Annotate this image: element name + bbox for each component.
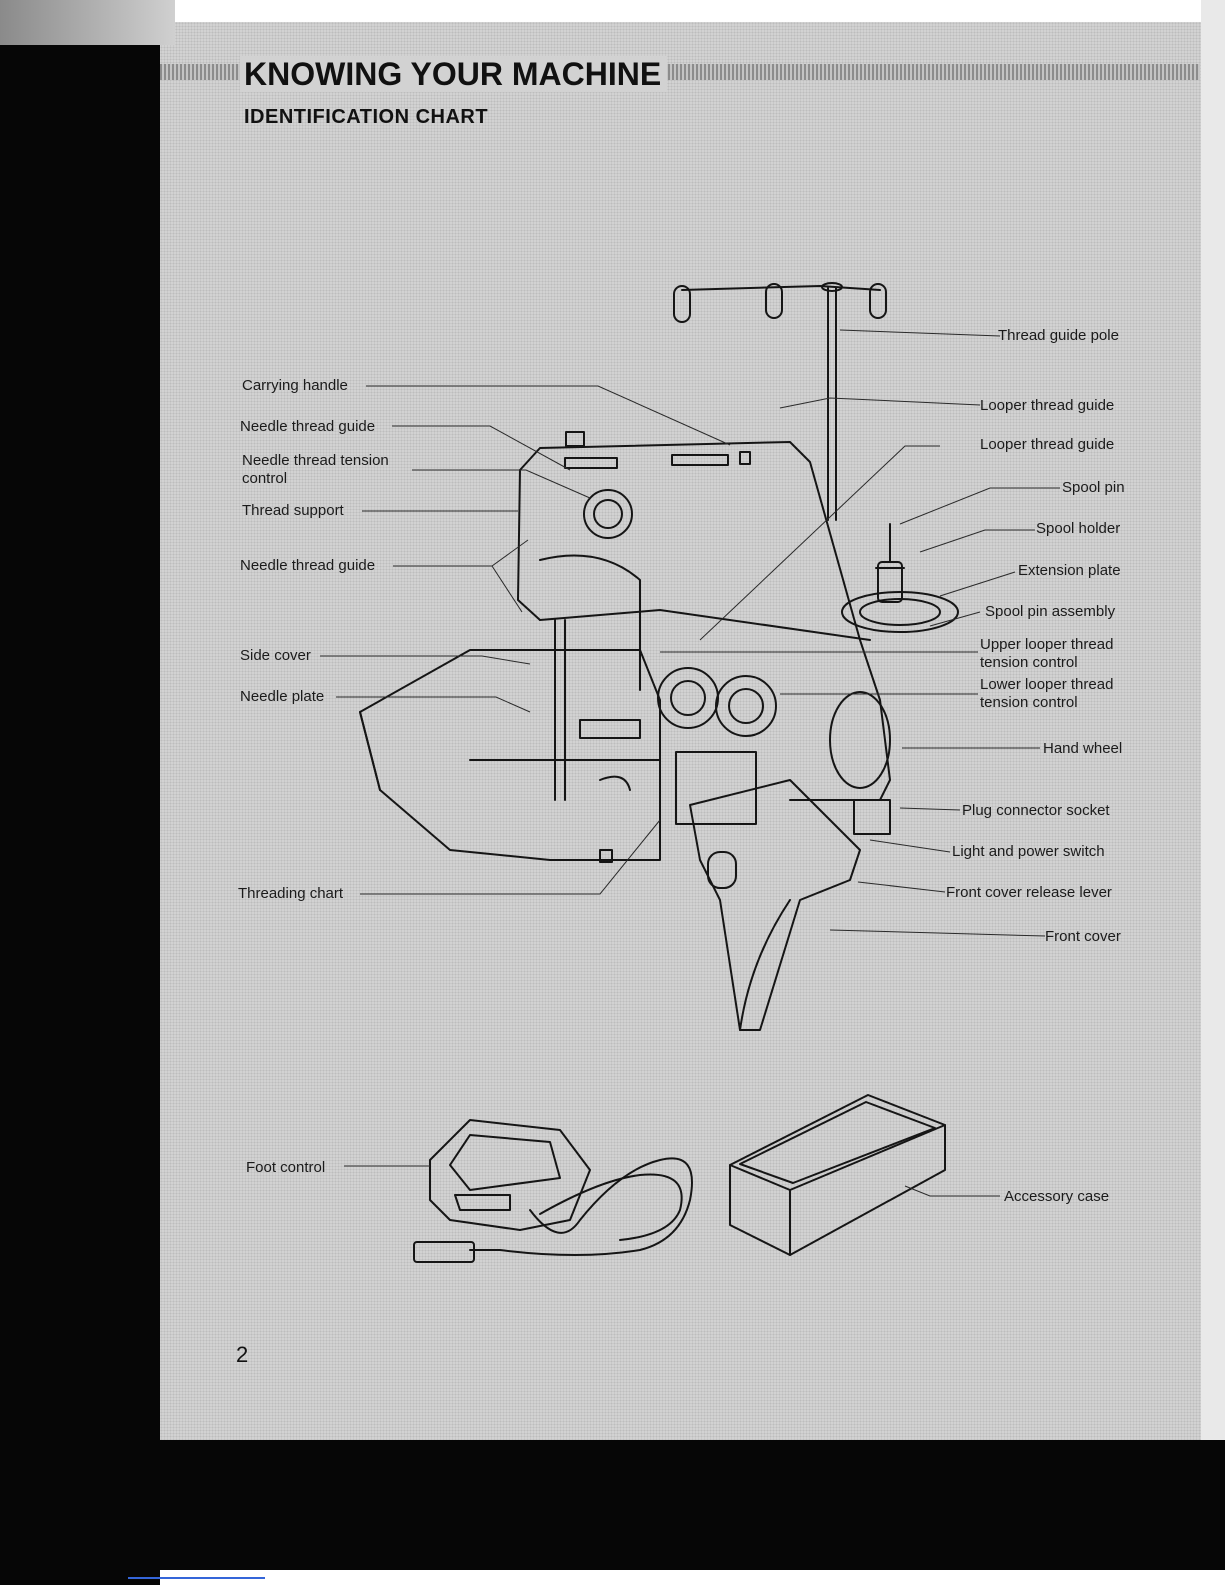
label-needle-thread-guide-top: Needle thread guide [240, 418, 376, 435]
label-spool-pin-assembly: Spool pin assembly [985, 603, 1116, 620]
accessory-case [730, 1095, 945, 1255]
label-accessory-case: Accessory case [1004, 1188, 1110, 1205]
viewer-link-underline [128, 1577, 265, 1579]
label-front-cover-release-lever: Front cover release lever [946, 884, 1112, 901]
label-plug-connector-socket: Plug connector socket [962, 802, 1110, 819]
label-needle-plate: Needle plate [240, 688, 325, 705]
machine-body [360, 432, 890, 1030]
label-thread-guide-pole: Thread guide pole [998, 327, 1119, 344]
leader-lines [320, 330, 1060, 1196]
page-title: KNOWING YOUR MACHINE [240, 56, 667, 92]
page-number: 2 [236, 1342, 249, 1367]
label-threading-chart: Threading chart [238, 885, 344, 902]
label-foot-control: Foot control [246, 1159, 326, 1176]
label-looper-thread-guide-upper: Looper thread guide [980, 397, 1115, 414]
scan-bottom-border [0, 1440, 1225, 1570]
thread-guide-pole [674, 283, 886, 520]
label-spool-holder: Spool holder [1036, 520, 1121, 537]
label-needle-thread-tension-control: Needle thread tension control [242, 452, 389, 487]
label-looper-thread-guide-lower: Looper thread guide [980, 436, 1115, 453]
label-front-cover: Front cover [1045, 928, 1121, 945]
label-light-and-power-switch: Light and power switch [952, 843, 1105, 860]
label-thread-support: Thread support [242, 502, 344, 519]
label-lower-looper-thread-tension-control: Lower looper thread tension control [980, 676, 1114, 711]
label-spool-pin: Spool pin [1062, 479, 1125, 496]
section-subtitle: IDENTIFICATION CHART [244, 106, 489, 128]
label-upper-looper-thread-tension-control: Upper looper thread tension control [980, 636, 1114, 671]
label-needle-thread-guide-lower: Needle thread guide [240, 557, 376, 574]
label-side-cover: Side cover [240, 647, 311, 664]
label-hand-wheel: Hand wheel [1043, 740, 1123, 757]
label-extension-plate: Extension plate [1018, 562, 1121, 579]
foot-control [414, 1120, 692, 1262]
label-carrying-handle: Carrying handle [242, 377, 348, 394]
spool-pin-assembly [842, 524, 958, 632]
